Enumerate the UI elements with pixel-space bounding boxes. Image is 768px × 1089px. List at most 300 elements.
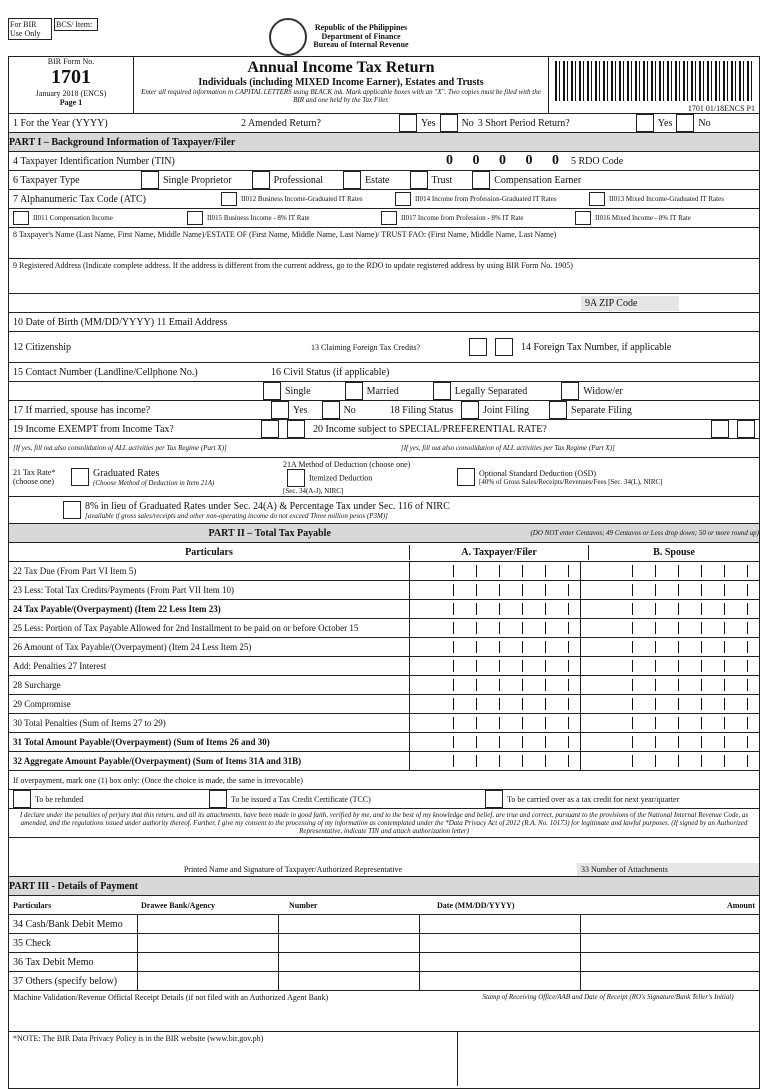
digit-separator [724,717,725,729]
digit-separator [476,565,477,577]
payment-row-label: 35 Check [13,937,52,949]
carry-checkbox[interactable] [485,790,503,808]
digit-separator [476,622,477,634]
digit-separator [476,698,477,710]
payment-amount-field[interactable] [580,934,759,952]
spouse-yes-checkbox[interactable] [271,401,289,419]
form-instruction: Enter all required information in CAPITAL LETTERS using BLACK ink. Mark applicable boxes with an "X". Two copies must be filed with the BIR and one held by the Tax Filer. [141,88,541,104]
bir-seal-icon [269,18,307,56]
tax-row [8,657,760,676]
amount-col-b-field[interactable] [580,752,759,770]
form-id-box [9,57,134,113]
digit-separator [568,584,569,596]
deduction-option [283,460,453,495]
part2-header [8,524,760,543]
refund-label: To be refunded [35,794,84,804]
digit-separator [632,679,633,691]
civil-status-label: 16 Civil Status (if applicable) [271,366,390,378]
tax-row-label: 22 Tax Due (From Part VI Item 5) [13,566,137,576]
payment-field[interactable] [137,953,278,971]
particulars-header: Particulars [185,546,233,558]
digit-separator [701,565,702,577]
tax-row [8,714,760,733]
civil-option: Widow/er [583,385,623,397]
atc-checkbox[interactable] [381,211,397,225]
atc-option: II017 Income from Profession - 8% IT Rate [401,214,524,222]
payment-row [8,972,760,991]
p3-date-header: Date (MM/DD/YYYY) [437,900,515,910]
amount-col-a-field[interactable] [409,657,580,675]
overpay-row [8,771,760,790]
digit-separator [453,660,454,672]
civil-checkbox[interactable] [345,382,363,400]
refund-checkbox[interactable] [13,790,31,808]
eight-percent-row [8,497,760,524]
itemized-checkbox[interactable] [287,469,305,487]
stamp-label: Stamp of Receiving Office/AAB and Date of Receipt (RO's Signature/Bank Teller's Initial) [482,993,734,1001]
amount-col-a-field[interactable] [409,714,580,732]
filing-option: Separate Filing [571,404,632,416]
tax-row [8,695,760,714]
digit-separator [499,736,500,748]
civil-status-row [8,382,760,401]
digit-separator [632,622,633,634]
amount-col-a-field[interactable] [409,619,580,637]
atc-checkbox[interactable] [13,211,29,225]
spouse-income-label: 17 If married, spouse has income? [13,404,151,416]
digit-separator [724,698,725,710]
filing-checkbox[interactable] [461,401,479,419]
digit-separator [545,679,546,691]
payment-amount-field[interactable] [580,953,759,971]
citizenship-label[interactable]: 12 Citizenship [13,341,72,353]
exempt-row [8,420,760,439]
civil-checkbox[interactable] [561,382,579,400]
tax-row [8,733,760,752]
atc-option: II015 Business Income - 8% IT Rate [207,214,310,222]
spouse-no-checkbox[interactable] [322,401,340,419]
payment-field[interactable] [137,915,278,933]
declaration-text: I declare under the penalties of perjury that this return, and all its attachments, have been made in good faith, verified by me, and to the best of my knowledge and belief, are true and correct, pursuant to the provisions of the National Internal Revenue Code, as amended, and the regulations issued under authority thereof. Further, I give my consent to the processing of my information as contemplated under the *Data Privacy Act of 2012 (R.A. No. 10173) for legitimate and lawful purposes. (If signed by an Authorized Representative, indicate TIN and attach authorization letter) [19,811,749,835]
type-checkbox[interactable] [410,171,428,189]
amended-yes-checkbox[interactable] [399,114,417,132]
payment-field[interactable] [278,915,419,933]
dob-email-label[interactable]: 10 Date of Birth (MM/DD/YYYY) 11 Email Address [13,316,228,328]
atc-option: II014 Income from Profession-Graduated IT Rates [415,195,557,203]
digit-separator [522,565,523,577]
amount-col-b-field[interactable] [580,733,759,751]
consolidation-note-b: [If yes, fill out also consolidation of ALL activities per Tax Regime (Part X)] [401,444,615,452]
short-yes-checkbox[interactable] [636,114,654,132]
digit-separator [453,565,454,577]
validation-row [8,991,760,1032]
consolidation-row [8,439,760,458]
digit-separator [453,717,454,729]
digit-separator [724,584,725,596]
atc-option: II013 Mixed Income-Graduated IT Rates [609,195,724,203]
digit-separator [678,641,679,653]
registered-address-field[interactable]: 9 Registered Address (Indicate complete address. If the address is different from the current address, go to the RDO to update registered address by using BIR Form No. 1905) [13,261,573,270]
digit-separator [724,641,725,653]
eight-percent-option [85,501,450,520]
overpay-options [8,790,760,809]
short-yes-label: Yes [657,117,673,129]
osd-checkbox[interactable] [457,468,475,486]
republic-line: Republic of the Philippines [314,22,408,32]
tcc-label: To be issued a Tax Credit Certificate (TCC) [231,794,371,804]
agency-heading [98,18,580,56]
zip-label: 9A ZIP Code [581,296,679,311]
tcc-checkbox[interactable] [209,790,227,808]
digit-separator [678,622,679,634]
digit-separator [701,641,702,653]
digit-separator [499,717,500,729]
tax-row [8,752,760,771]
digit-separator [545,603,546,615]
bcs-item: BCS/ Item: [54,18,98,31]
digit-separator [632,755,633,767]
amount-col-b-field[interactable] [580,600,759,618]
amount-col-b-field[interactable] [580,714,759,732]
short-no-checkbox[interactable] [676,114,694,132]
digit-separator [678,755,679,767]
digit-separator [632,698,633,710]
digit-separator [545,698,546,710]
barcode-code: 1701 01/18ENCS P1 [687,104,755,113]
digit-separator [499,622,500,634]
declaration-row [8,809,760,838]
digit-separator [568,565,569,577]
amount-col-b-field[interactable] [580,676,759,694]
digit-separator [678,584,679,596]
digit-separator [701,755,702,767]
amount-col-b-field[interactable] [580,619,759,637]
itemized-label: Itemized Deduction [309,472,373,482]
digit-separator [568,641,569,653]
digit-separator [724,755,725,767]
digit-separator [724,603,725,615]
digit-separator [545,717,546,729]
year-label: 1 For the Year (YYYY) [13,117,108,129]
amount-col-b-field[interactable] [580,657,759,675]
form-edition: January 2018 (ENCS) [35,89,107,98]
foreign-tin-label[interactable]: 14 Foreign Tax Number, if applicable [521,341,672,353]
signature-row [8,838,760,877]
taxpayer-type-row [8,171,760,190]
amended-yes-label: Yes [421,117,436,129]
civil-checkbox[interactable] [433,382,451,400]
amount-col-b-field[interactable] [580,562,759,580]
spouse-no-label: No [343,404,356,416]
digit-separator [476,736,477,748]
atc-option: II012 Business Income-Graduated IT Rates [241,195,363,203]
civil-option: Single [285,385,311,397]
digit-separator [747,641,748,653]
form-title: Annual Income Tax Return [247,59,435,76]
payment-amount-field[interactable] [580,915,759,933]
amount-col-a-field[interactable] [409,581,580,599]
digit-separator [522,679,523,691]
digit-separator [701,679,702,691]
short-period-label: 3 Short Period Return? [477,117,570,129]
civil-checkbox[interactable] [263,382,281,400]
digit-separator [522,736,523,748]
amount-col-b-field[interactable] [580,695,759,713]
digit-separator [522,622,523,634]
digit-separator [453,736,454,748]
digit-separator [655,660,656,672]
exempt-yes-checkbox[interactable] [261,420,279,438]
part2-note: (DO NOT enter Centavos; 49 Centavos or Less drop down; 50 or more round up) [530,529,759,537]
osd-label: Optional Standard Deduction (OSD) [479,468,597,478]
tax-row-label: 29 Compromise [13,699,71,709]
type-checkbox[interactable] [472,171,490,189]
atc-checkbox[interactable] [221,192,237,206]
amount-col-a-field[interactable] [409,638,580,656]
attachments-label[interactable]: 33 Number of Attachments [577,863,759,876]
tax-row-label: 24 Tax Payable/(Overpayment) (Item 22 Less Item 23) [13,604,221,614]
atc-checkbox[interactable] [395,192,411,206]
graduated-label: Graduated Rates [93,467,160,479]
type-checkbox[interactable] [141,171,159,189]
type-option: Compensation Earner [494,174,582,186]
digit-separator [678,736,679,748]
filing-checkbox[interactable] [549,401,567,419]
digit-separator [453,622,454,634]
payment-field[interactable] [419,953,580,971]
special-yes-checkbox[interactable] [711,420,729,438]
digit-separator [747,622,748,634]
payment-row [8,953,760,972]
digit-separator [568,736,569,748]
tax-row [8,600,760,619]
taxpayer-type-label: 6 Taxpayer Type [13,174,80,186]
payment-field[interactable] [137,972,278,990]
carry-label: To be carried over as a tax credit for next year/quarter [507,794,680,804]
digit-separator [522,584,523,596]
digit-separator [499,698,500,710]
amount-col-a-field[interactable] [409,733,580,751]
return-info-row [8,114,760,133]
amended-label: 2 Amended Return? [241,117,321,129]
digit-separator [655,755,656,767]
digit-separator [476,584,477,596]
digit-separator [678,660,679,672]
digit-separator [655,603,656,615]
contact-label[interactable]: 15 Contact Number (Landline/Cellphone No.) [13,366,198,378]
digit-separator [655,622,656,634]
col-a-header: A. Taxpayer/Filer [409,545,588,560]
digit-separator [747,698,748,710]
part3-rows [8,915,760,991]
tax-row [8,638,760,657]
digit-separator [476,603,477,615]
digit-separator [655,565,656,577]
payment-field[interactable] [419,972,580,990]
tax-rate-label: 21 Tax Rate* (choose one) [13,468,56,486]
atc-option: II016 Mixed Income - 8% IT Rate [595,214,691,222]
digit-separator [545,755,546,767]
type-checkbox[interactable] [343,171,361,189]
form-label: BIR Form No. [47,57,95,66]
foreign-yes-checkbox[interactable] [469,338,487,356]
atc-checkbox[interactable] [589,192,605,206]
type-option: Professional [273,174,324,186]
digit-separator [522,698,523,710]
type-checkbox[interactable] [252,171,270,189]
digit-separator [632,736,633,748]
digit-separator [701,622,702,634]
digit-separator [522,603,523,615]
digit-separator [499,603,500,615]
digit-separator [453,755,454,767]
digit-separator [747,755,748,767]
eight-percent-checkbox[interactable] [63,501,81,519]
digit-separator [632,717,633,729]
foreign-no-checkbox[interactable] [495,338,513,356]
digit-separator [522,660,523,672]
amount-col-a-field[interactable] [409,600,580,618]
atc-checkbox[interactable] [575,211,591,225]
digit-separator [678,603,679,615]
barcode-area [548,57,759,113]
page-number: Page 1 [59,98,83,107]
atc-row-2 [8,209,760,228]
digit-separator [545,736,546,748]
payment-amount-field[interactable] [580,972,759,990]
digit-separator [701,717,702,729]
form-number: 1701 [51,66,91,88]
digit-separator [453,641,454,653]
digit-separator [632,603,633,615]
payment-row [8,934,760,953]
digit-separator [522,717,523,729]
digit-separator [678,679,679,691]
tax-row [8,619,760,638]
tax-row [8,562,760,581]
digit-separator [701,584,702,596]
form-top [8,18,760,56]
amount-col-a-field[interactable] [409,695,580,713]
digit-separator [476,679,477,691]
digit-separator [655,641,656,653]
digit-separator [655,698,656,710]
graduated-sub: (Choose Method of Deduction in Item 21A) [93,478,215,487]
tax-row-label: 26 Amount of Tax Payable/(Overpayment) (Item 24 Less Item 25) [13,642,252,652]
part3-col-headers [8,896,760,915]
digit-separator [724,622,725,634]
graduated-checkbox[interactable] [71,468,89,486]
amount-col-b-field[interactable] [580,638,759,656]
digit-separator [453,603,454,615]
digit-separator [655,717,656,729]
digit-separator [724,565,725,577]
digit-separator [632,584,633,596]
tax-row-label: 28 Surcharge [13,680,61,690]
rdo-label: 5 RDO Code [571,155,624,167]
digit-separator [568,622,569,634]
consolidation-note-a: [If yes, fill out also consolidation of ALL activities per Tax Regime (Part X)] [13,444,227,452]
digit-separator [701,603,702,615]
digit-separator [545,660,546,672]
digit-separator [568,698,569,710]
payment-field[interactable] [419,934,580,952]
payment-row-label: 37 Others (specify below) [13,975,118,987]
digit-separator [632,641,633,653]
tax-row [8,581,760,600]
digit-separator [724,679,725,691]
digit-separator [632,565,633,577]
digit-separator [522,755,523,767]
taxpayer-name-field[interactable]: 8 Taxpayer's Name (Last Name, First Name, Middle Name)/ESTATE OF (First Name, Middle Name, Last Name)/ TRUST FAO: (First Name, Middle Name, Last Name) [13,230,557,239]
amount-col-a-field[interactable] [409,562,580,580]
address-row [8,259,760,294]
part3-header: PART III - Details of Payment [8,877,760,896]
digit-separator [453,698,454,710]
tax-rate-row [8,458,760,497]
dob-row [8,313,760,332]
digit-separator [453,679,454,691]
digit-separator [655,584,656,596]
digit-separator [453,584,454,596]
signature-label[interactable]: Printed Name and Signature of Taxpayer/Authorized Representative [183,865,403,874]
type-option: Single Proprietor [163,174,232,186]
short-no-label: No [698,117,711,129]
part2-rows [8,562,760,771]
payment-row [8,915,760,934]
tax-row-label: 23 Less: Total Tax Credits/Payments (From Part VII Item 10) [13,585,234,595]
digit-separator [747,717,748,729]
special-no-checkbox[interactable] [737,420,755,438]
digit-separator [545,565,546,577]
digit-separator [747,736,748,748]
atc-row [8,190,760,209]
digit-separator [476,641,477,653]
digit-separator [747,603,748,615]
digit-separator [499,641,500,653]
digit-separator [724,660,725,672]
civil-option: Legally Separated [454,385,528,397]
payment-field[interactable] [137,934,278,952]
civil-option: Married [366,385,399,397]
digit-separator [701,660,702,672]
digit-separator [499,584,500,596]
payment-field[interactable] [419,915,580,933]
payment-field[interactable] [278,953,419,971]
amended-no-checkbox[interactable] [440,114,458,132]
filing-option: Joint Filing [483,404,530,416]
exempt-no-checkbox[interactable] [287,420,305,438]
amount-col-a-field[interactable] [409,676,580,694]
deduction-label: 21A Method of Deduction (choose one) [283,459,411,469]
payment-field[interactable] [278,934,419,952]
digit-separator [747,565,748,577]
digit-separator [568,717,569,729]
title-area [134,57,548,113]
atc-checkbox[interactable] [187,211,203,225]
amount-col-a-field[interactable] [409,752,580,770]
amount-col-b-field[interactable] [580,581,759,599]
digit-separator [476,717,477,729]
filing-status-label: 18 Filing Status [389,404,454,416]
tin-input[interactable]: 0 0 0 0 0 [446,153,567,168]
digit-separator [568,660,569,672]
tax-row-label: 25 Less: Portion of Tax Payable Allowed for 2nd Installment to be paid on or before October 15 [13,623,359,633]
tax-row-label: 32 Aggregate Amount Payable/(Overpayment) (Sum of Items 31A and 31B) [13,756,302,766]
type-option: Estate [365,174,390,186]
payment-field[interactable] [278,972,419,990]
p3-bank-header: Drawee Bank/Agency [141,900,215,910]
